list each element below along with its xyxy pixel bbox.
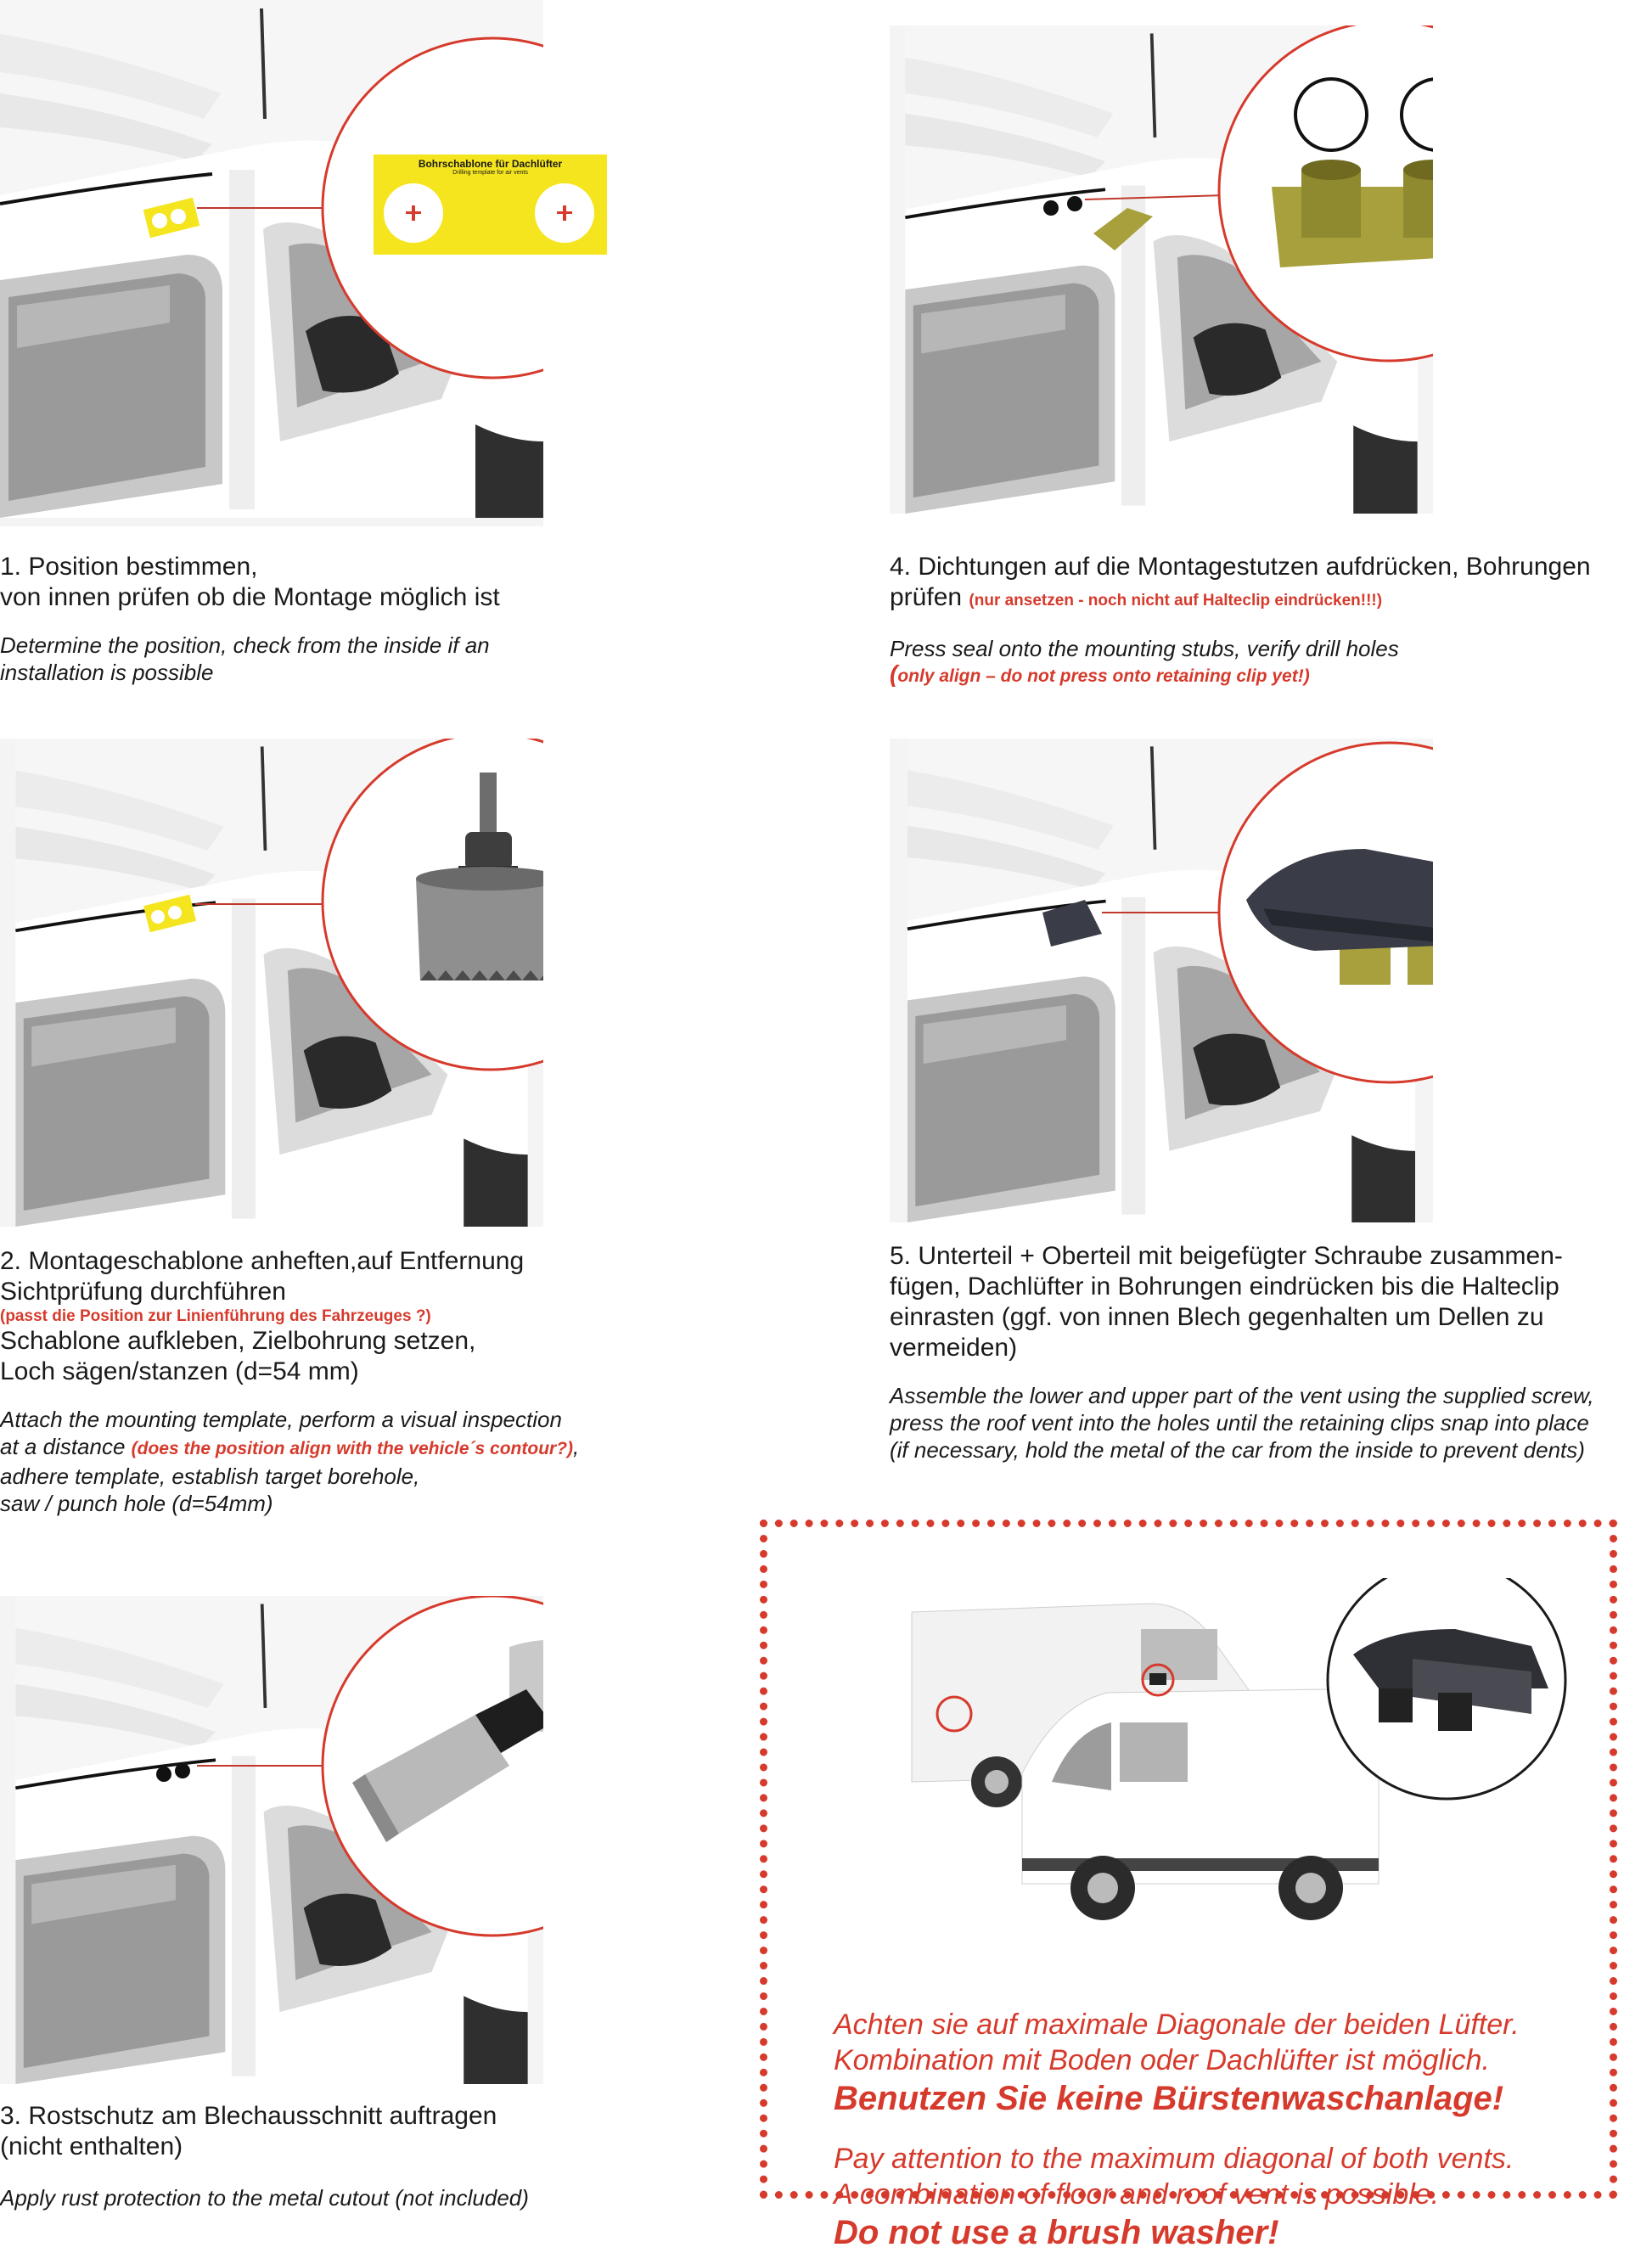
step-5-de-line-1: 5. Unterteil + Oberteil mit beigefügter Schraube zusammen-: [890, 1242, 1563, 1270]
step-3-de-line-1: 3. Rostschutz am Blechausschnitt auftragen: [0, 2102, 497, 2130]
step-2-de-note: (passt die Position zur Linienführung des Fahrzeuges ?): [0, 1307, 431, 1325]
drilling-template: [374, 155, 607, 255]
step-4-en-line-2: (only align – do not press onto retaining clip yet!): [890, 660, 1310, 687]
step-4-de-line-2: prüfen (nur ansetzen - noch nicht auf Halteclip eindrücken!!!): [890, 583, 1383, 611]
step-2-en-line-1: Attach the mounting template, perform a visual inspection: [0, 1407, 562, 1432]
notice-en-line-1: Pay attention to the maximum diagonal of both vents.: [834, 2143, 1514, 2175]
step-2-de-line-3: Schablone aufkleben, Zielbohrung setzen,: [0, 1327, 476, 1355]
step-2-de-line-4: Loch sägen/stanzen (d=54 mm): [0, 1357, 359, 1385]
step-1: [0, 0, 679, 705]
step-4-illustration: [890, 25, 1433, 514]
notice-box: [760, 1520, 1617, 2251]
notice-de-warning: Benutzen Sie keine Bürstenwaschanlage!: [834, 2080, 1504, 2117]
notice-de-line-2: Kombination mit Boden oder Dachlüfter ist möglich.: [834, 2044, 1490, 2076]
step-1-en-line-2: installation is possible: [0, 660, 214, 685]
step-1-en-line-1: Determine the position, check from the inside if an: [0, 632, 490, 658]
step-5-illustration: [890, 739, 1433, 1222]
step-1-illustration: [0, 0, 543, 526]
step-4-de-line-1: 4. Dichtungen auf die Montagestutzen aufdrücken, Bohrungen: [890, 553, 1591, 581]
step-2-de-line-1: 2. Montageschablone anheften,auf Entfernung: [0, 1247, 525, 1275]
step-2-en-note: (does the position align with the vehicle´s contour?): [131, 1439, 574, 1458]
step-5-de-line-4: vermeiden): [890, 1334, 1018, 1362]
step-5-en-line-2: press the roof vent into the holes until the retaining clips snap into place: [890, 1410, 1589, 1436]
step-3-en-line-1: Apply rust protection to the metal cutout (not included): [0, 2185, 529, 2211]
step-4-en-note: only align – do not press onto retaining clip yet!): [897, 666, 1310, 686]
step-4-de-note: (nur ansetzen - noch nicht auf Halteclip eindrücken!!!): [969, 592, 1383, 610]
step-3-illustration: [0, 1596, 543, 2084]
step-2: [0, 739, 764, 1537]
step-5-en-line-1: Assemble the lower and upper part of the vent using the supplied screw,: [890, 1383, 1594, 1408]
template-subtitle: Drilling template for air vents: [452, 170, 528, 176]
step-5-de-line-3: einrasten (ggf. von innen Blech gegenhalten um Dellen zu: [890, 1303, 1544, 1331]
step-4: [890, 0, 1652, 705]
step-3: [0, 1596, 679, 2219]
notice-en-warning: Do not use a brush washer!: [834, 2214, 1279, 2251]
notice-de-line-1: Achten sie auf maximale Diagonale der beiden Lüfter.: [834, 2009, 1520, 2041]
step-1-de-line-1: 1. Position bestimmen,: [0, 553, 258, 581]
notice-illustration: [903, 1578, 1599, 1977]
step-1-de-line-2: von innen prüfen ob die Montage möglich ist: [0, 583, 500, 611]
notice-en-line-2: A combination of floor and roof vent is possible.: [834, 2178, 1440, 2211]
step-5-de-line-2: fügen, Dachlüfter in Bohrungen eindrücken bis die Halteclip: [890, 1273, 1559, 1301]
step-2-en-line-3: adhere template, establish target borehole,: [0, 1464, 420, 1489]
template-title: Bohrschablone für Dachlüfter: [418, 158, 563, 170]
step-2-de-line-2: Sichtprüfung durchführen: [0, 1278, 286, 1306]
step-5: [890, 739, 1652, 1503]
step-2-en-line-4: saw / punch hole (d=54mm): [0, 1491, 273, 1516]
step-5-en-line-3: (if necessary, hold the metal of the car from the inside to prevent dents): [890, 1437, 1585, 1463]
step-2-illustration: [0, 739, 543, 1227]
step-2-en-line-2: at a distance (does the position align with the vehicle´s contour?),: [0, 1434, 580, 1459]
step-4-en-line-1: Press seal onto the mounting stubs, verify drill holes: [890, 636, 1399, 661]
step-3-de-line-2: (nicht enthalten): [0, 2132, 183, 2160]
